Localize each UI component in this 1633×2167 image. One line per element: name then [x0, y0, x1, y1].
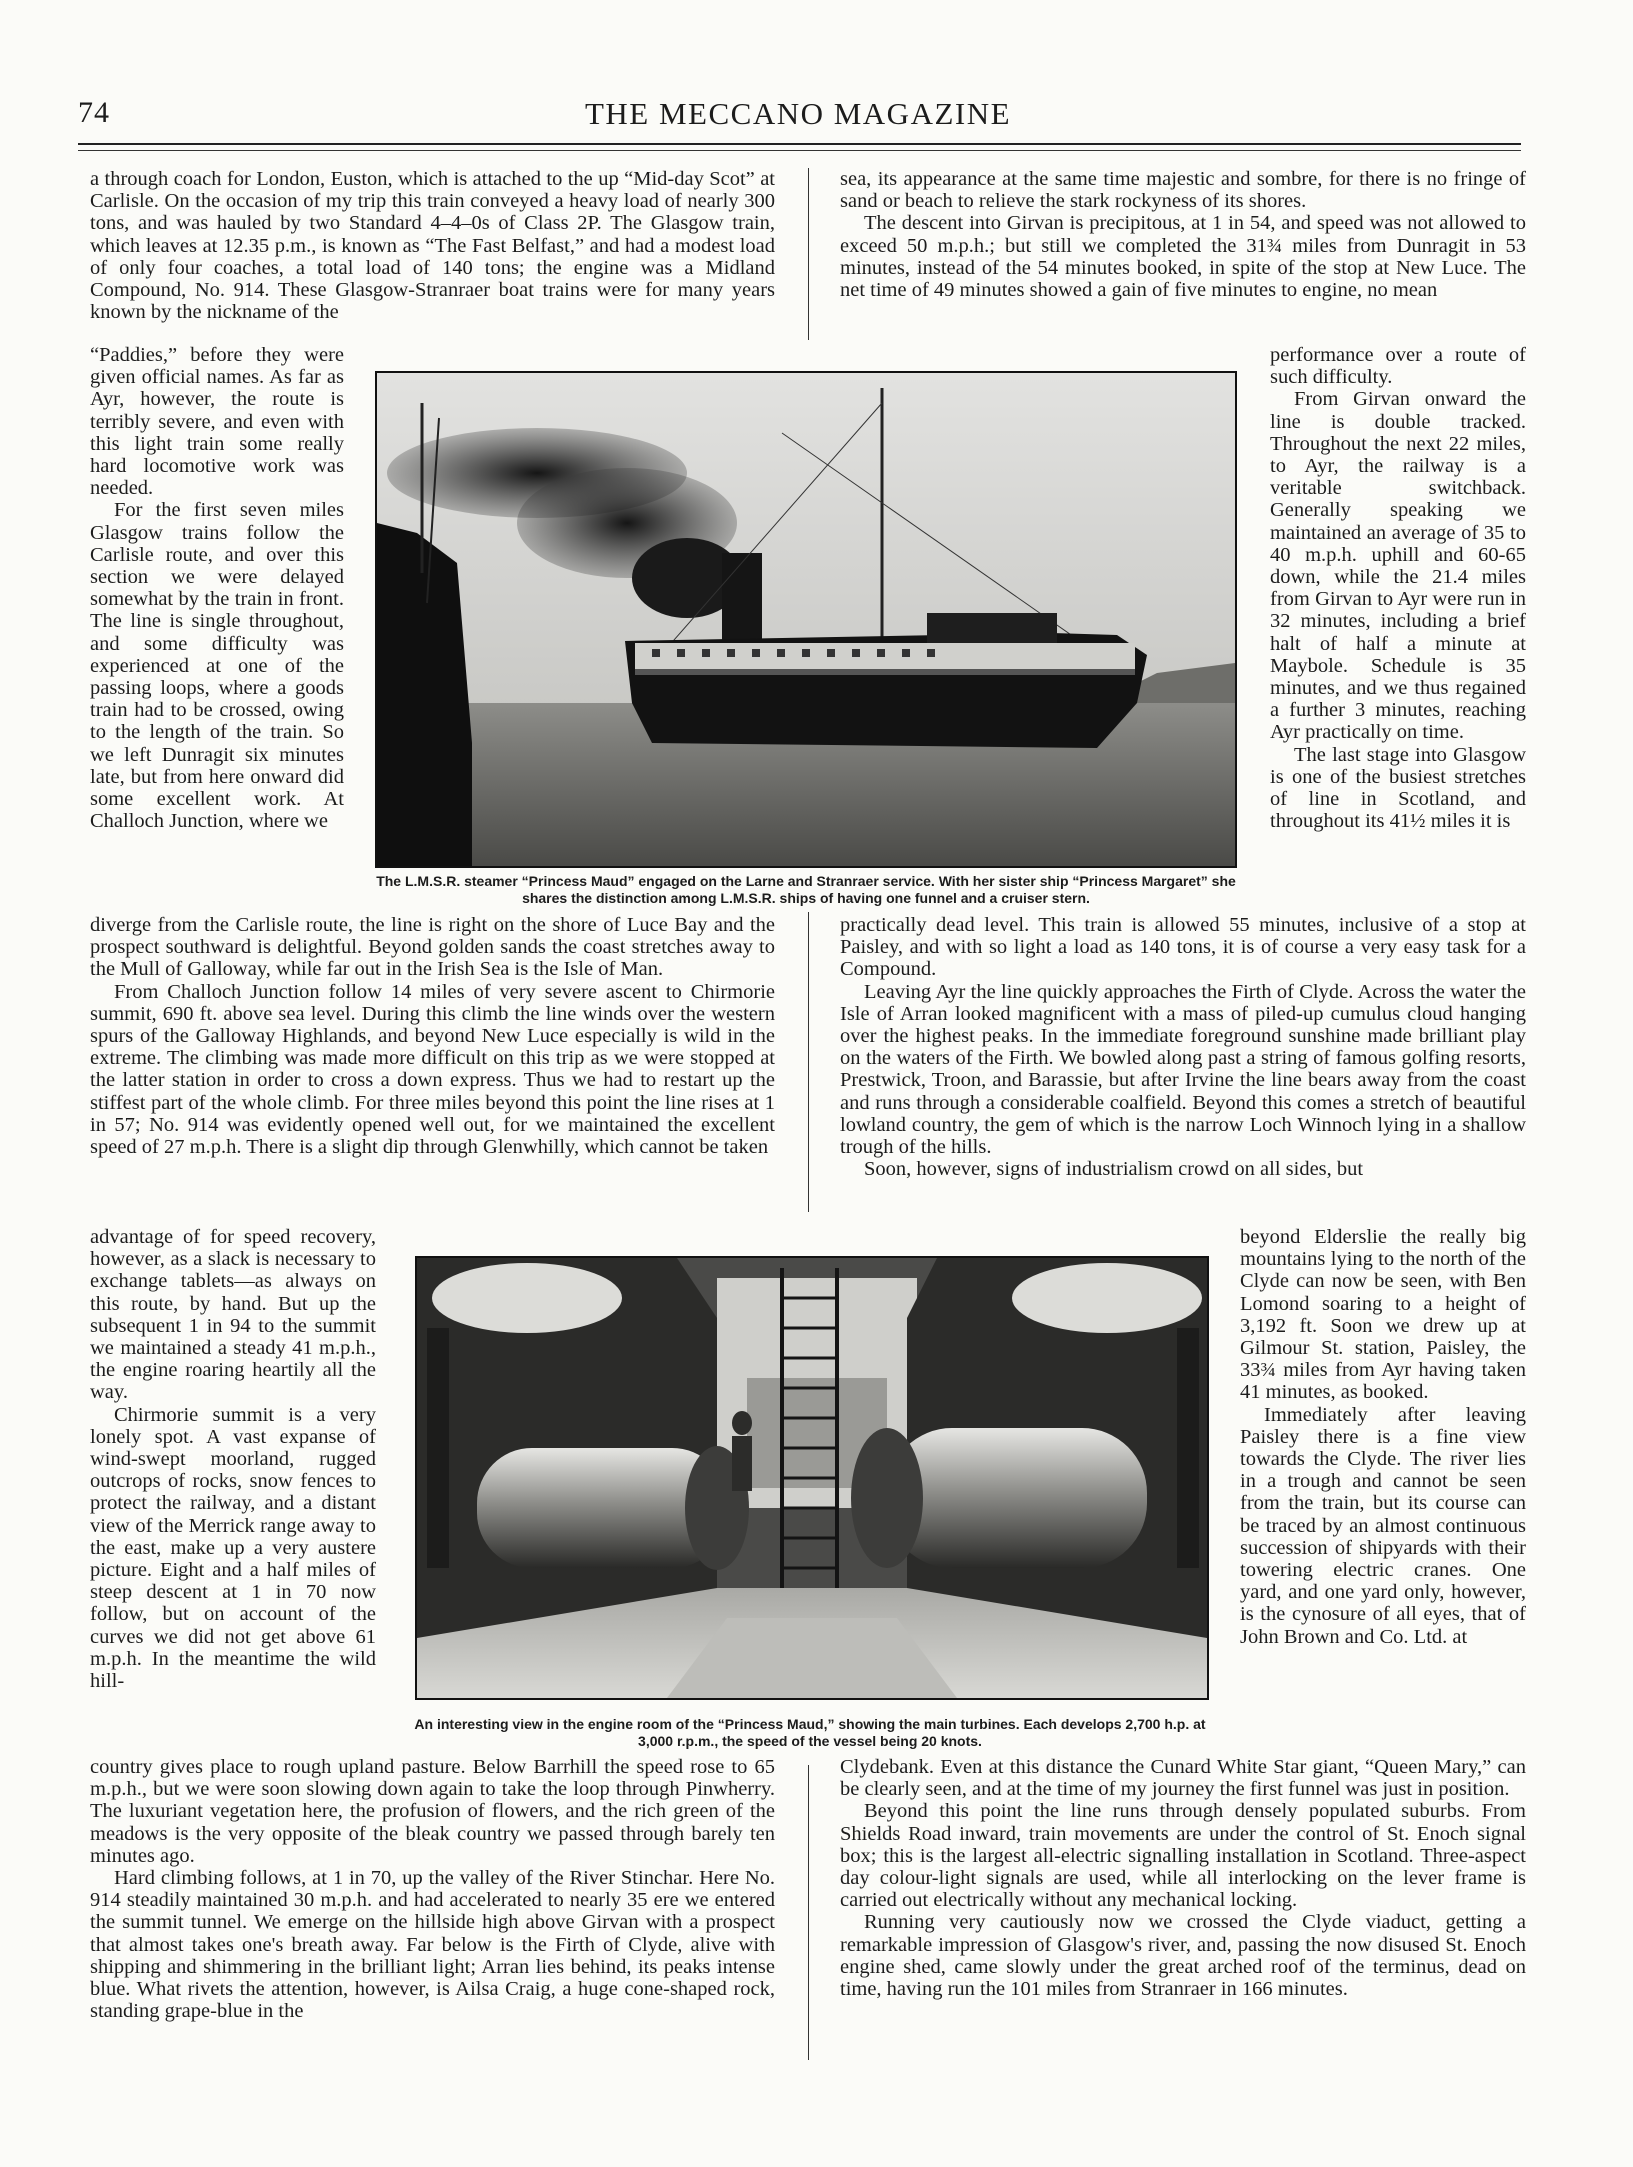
article-right-wrap-2 [1240, 1226, 1526, 1756]
paragraph: beyond Elderslie the really big mountains lying to the north of the Clyde can now be seen, with Ben Lomond soaring to a height of 3,192 ft. Soon we drew up at Gilmour St. station, Paisley, the 33¾ miles from Ayr having taken 41 minutes, as booked. [1240, 1226, 1526, 1404]
paragraph: Chirmorie summit is a very lonely spot. A vast expanse of wind-swept moorland, rugged outcrops of rocks, snow fences to protect the railway, and a distant view of the Merrick range away to the east, make up a very austere picture. Eight and a half miles of steep descent at 1 in 70 now follow, but on account of the curves we did not get above 61 m.p.h. In the meantime the wild hill- [90, 1403, 376, 1693]
article-left-wrap-2 [90, 1226, 376, 1756]
article-right-bottom [840, 1756, 1526, 2066]
engine-room-illustration [417, 1258, 1207, 1698]
column-divider-middle [808, 912, 809, 1212]
paragraph: From Challoch Junction follow 14 miles of very severe ascent to Chirmorie summit, 690 ft. above sea level. During this climb the line winds over the western spurs of the Galloway Highlands, and beyond New Luce especially is wild in the extreme. The climbing was made more difficult on this trip as we were stopped at the latter station in order to cross a down express. Thus we had to restart up the stiffest part of the whole climb. For three miles beyond this point the line rises at 1 in 57; No. 914 was evidently opened well out, for we maintained the excellent speed of 27 m.p.h. There is a slight dip through Glenwhilly, which cannot be taken [90, 980, 775, 1159]
paragraph: Soon, however, signs of industrialism crowd on all sides, but [864, 1158, 1364, 1181]
paragraph: Running very cautiously now we crossed the Clyde viaduct, getting a remarkable impression of Glasgow's river, and, passing the now disused St. Enoch engine shed, came slowly under the great arched roof of the terminus, dead on time, having run the 101 miles from Stranraer in 166 minutes. [840, 1911, 1526, 2001]
column-divider-bottom [808, 1765, 809, 2060]
paragraph: The descent into Girvan is precipitous, at 1 in 54, and speed was not allowed to exceed 50 m.p.h.; but still we completed the 31¾ miles from Dunragit in 53 minutes, instead of the 54 minutes booked, in spite of the stop at New Luce. The net time of 49 minutes showed a gain of five minutes to engine, no mean [840, 212, 1526, 302]
magazine-title: THE MECCANO MAGAZINE [584, 96, 1012, 131]
steamer-photo [375, 371, 1237, 868]
article-left-wrap [90, 344, 344, 914]
paragraph: sea, its appearance at the same time majestic and sombre, for there is no fringe of sand or beach to relieve the stark rockyness of its shores. [840, 168, 1526, 213]
steamer-illustration [377, 373, 1235, 866]
header-rule [78, 143, 1521, 145]
article-right-top [840, 168, 1526, 346]
article-left-bottom [90, 1756, 775, 2066]
paragraph: advantage of for speed recovery, however, as a slack is necessary to exchange tablets—as always on this route, by hand. But up the subsequent 1 in 94 to the summit we maintained a steady 41 m.p.h., the engine roaring heartily all the way. [90, 1226, 376, 1404]
paragraph: Clydebank. Even at this distance the Cunard White Star giant, “Queen Mary,” can be clearly seen, and at the time of my journey the first funnel was just in position. [840, 1756, 1526, 1801]
paragraph: From Girvan onward the line is double tracked. Throughout the next 22 miles, to Ayr, the railway is a veritable switchback. Generally speaking we maintained an average of 35 to 40 m.p.h. uphill and 60-65 down, while the 21.4 miles from Girvan to Ayr were run in 32 minutes, including a brief halt of half a minute at Maybole. Schedule is 35 minutes, and we thus regained a further 3 minutes, reaching Ayr practically on time. [1270, 388, 1526, 744]
steamer-caption: The L.M.S.R. steamer “Princess Maud” engaged on the Larne and Stranraer service. With her sister ship “Princess Margaret” she shares the distinction among L.M.S.R. ships of having one funnel and a cruiser stern. [376, 873, 1236, 906]
article-right-mid [840, 914, 1526, 1226]
paragraph: Immediately after leaving Paisley there is a fine view towards the Clyde. The river lies in a trough and cannot be seen from the train, but its course can be traced by an almost continuous succession of shipyards with their towering electric cranes. One yard, and one yard only, however, is the cynosure of all eyes, that of John Brown and Co. Ltd. at [1240, 1403, 1526, 1648]
paragraph: performance over a route of such difficulty. [1270, 344, 1526, 389]
paragraph: Hard climbing follows, at 1 in 70, up the valley of the River Stinchar. Here No. 914 steadily maintained 30 m.p.h. and had accelerated to nearly 35 ere we entered the summit tunnel. We emerge on the hillside high above Girvan with a prospect that almost takes one's breath away. Far below is the Firth of Clyde, alive with shipping and shimmering in the brilliant light; Arran lies behind, its peaks intense blue. What rivets the attention, however, is Ailsa Craig, a huge cone-shaped rock, standing grape-blue in the [90, 1867, 775, 2023]
paragraph: For the first seven miles Glasgow trains follow the Carlisle route, and over this section we were delayed somewhat by the train in front. The line is single throughout, and some difficulty was experienced at one of the passing loops, where a goods train had to be crossed, owing to the length of the train. So we left Dunragit six minutes late, but from here onward did some excellent work. At Challoch Junction, where we [90, 499, 344, 833]
article-left-mid [90, 914, 775, 1226]
header-rule-thin [78, 150, 1521, 151]
paragraph: practically dead level. This train is allowed 55 minutes, inclusive of a stop at Paisley, and with so light a load as 140 tons, it is of course a very easy task for a Compound. [840, 914, 1526, 981]
article-right-wrap [1270, 344, 1526, 914]
paragraph: Leaving Ayr the line quickly approaches the Firth of Clyde. Across the water the Isle of Arran looked magnificent with a mass of piled-up cumulus cloud hanging over the highest peaks. In the immediate foreground sunshine made brilliant play on the waters of the Firth. We bowled along past a string of famous golfing resorts, Prestwick, Troon, and Barassie, but after Irvine the line bears away from the coast and runs through a considerable coalfield. Beyond this comes a stretch of beautiful lowland country, the gem of which is the narrow Loch Winnoch lying in a shallow trough of the hills. [840, 980, 1526, 1159]
engine-room-photo [415, 1256, 1209, 1700]
engine-room-caption: An interesting view in the engine room of the “Princess Maud,” showing the main turbines. Each develops 2,700 h.p. at 3,000 r.p.m., the speed of the vessel being 20 knots. [414, 1716, 1206, 1749]
paragraph: diverge from the Carlisle route, the line is right on the shore of Luce Bay and the prospect southward is delightful. Beyond golden sands the coast stretches away to the Mull of Galloway, while far out in the Irish Sea is the Isle of Man. [90, 914, 775, 981]
paragraph: The last stage into Glasgow is one of the busiest stretches of line in Scotland, and throughout its 41½ miles it is [1270, 743, 1526, 833]
paragraph: a through coach for London, Euston, which is attached to the up “Mid-day Scot” at Carlisle. On the occasion of my trip this train conveyed a heavy load of nearly 300 tons, and was hauled by two Standard 4–4–0s of Class 2P. The Glasgow train, which leaves at 12.35 p.m., is known as “The Fast Belfast,” and had a modest load of only four coaches, a total load of 140 tons; the engine was a Midland Compound, No. 914. These Glasgow-Stranraer boat trains were for many years known by the nickname of the [90, 168, 775, 324]
page-header [78, 96, 1518, 136]
paragraph: Beyond this point the line runs through densely populated suburbs. From Shields Road inward, train movements are under the control of St. Enoch signal box; this is the largest all-electric signalling installation in Scotland. Three-aspect day colour-light signals are used, while all interlocking on the lever frame is carried out electrically without any mechanical locking. [840, 1800, 1526, 1912]
paragraph: country gives place to rough upland pasture. Below Barrhill the speed rose to 65 m.p.h., but we were soon slowing down again to take the loop through Pinwherry. The luxuriant vegetation here, the profusion of flowers, and the rich green of the meadows is the very opposite of the bleak country we passed through barely ten minutes ago. [90, 1756, 775, 1867]
column-divider-top [808, 168, 809, 340]
page-number: 74 [78, 96, 110, 129]
paragraph: “Paddies,” before they were given official names. As far as Ayr, however, the route is terribly severe, and even with this light train some really hard locomotive work was needed. [90, 344, 344, 500]
article-left-top [90, 168, 775, 343]
